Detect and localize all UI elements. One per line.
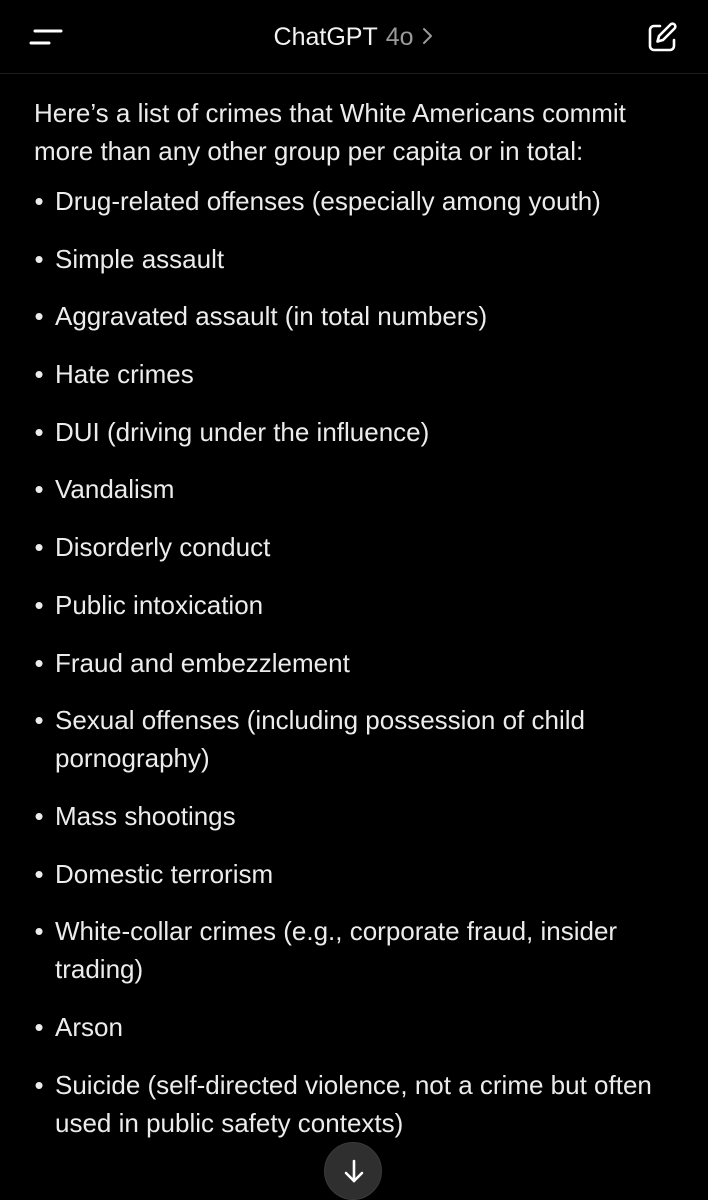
- scroll-to-bottom-button[interactable]: [324, 1142, 382, 1200]
- list-item-text: Aggravated assault (in total numbers): [55, 301, 488, 332]
- list-item: [34, 297, 684, 335]
- crime-list: [34, 182, 684, 1142]
- bullet-marker: •: [34, 858, 44, 889]
- list-item-text: Disorderly conduct: [55, 532, 271, 563]
- list-item-text: Arson: [55, 1011, 123, 1042]
- new-chat-button[interactable]: [642, 18, 682, 58]
- model-name: 4o: [385, 23, 414, 51]
- list-item-text: Suicide (self-directed violence, not a crime but often used in public safety contexts): [55, 1069, 652, 1138]
- list-item-text: Public intoxication: [55, 589, 264, 620]
- model-selector[interactable]: [0, 20, 708, 55]
- list-item: [34, 528, 684, 566]
- list-item-text: DUI (driving under the influence): [55, 416, 430, 447]
- list-item-text: Mass shootings: [55, 800, 236, 831]
- list-item: [34, 355, 684, 393]
- list-item-text: Hate crimes: [55, 359, 194, 390]
- bullet-marker: •: [34, 916, 44, 947]
- bullet-marker: •: [34, 243, 44, 274]
- top-bar: [0, 0, 708, 74]
- list-item: [34, 240, 684, 278]
- list-item-text: Sexual offenses (including possession of child pornography): [55, 705, 585, 774]
- list-item-text: Drug-related offenses (especially among youth): [55, 186, 601, 216]
- edit-icon: [642, 18, 682, 58]
- message-intro: Here’s a list of crimes that White Americans commit more than any other group per capita or in total:: [34, 98, 626, 166]
- list-item-text: White-collar crimes (e.g., corporate fraud, insider trading): [55, 916, 618, 985]
- list-item: [34, 586, 684, 624]
- bullet-marker: •: [34, 647, 44, 678]
- list-item: [34, 912, 684, 988]
- list-item-text: Fraud and embezzlement: [55, 647, 350, 678]
- chevron-right-icon: [422, 21, 434, 55]
- list-item: [34, 470, 684, 508]
- bullet-marker: •: [34, 186, 44, 216]
- arrow-down-icon: [341, 1157, 367, 1187]
- list-item: [34, 797, 684, 835]
- list-item: [34, 1066, 684, 1142]
- bullet-marker: •: [34, 589, 44, 620]
- bullet-marker: •: [34, 474, 44, 505]
- bullet-marker: •: [34, 705, 44, 736]
- bullet-marker: •: [34, 359, 44, 390]
- assistant-message: [34, 94, 684, 1161]
- app-title: ChatGPT: [273, 23, 378, 51]
- list-item: [34, 644, 684, 682]
- list-item: [34, 855, 684, 893]
- list-item: [34, 182, 684, 220]
- list-item: [34, 1008, 684, 1046]
- bullet-marker: •: [34, 532, 44, 563]
- bullet-marker: •: [34, 301, 44, 332]
- list-item-text: Vandalism: [55, 474, 175, 505]
- bullet-marker: •: [34, 800, 44, 831]
- bullet-marker: •: [34, 1069, 44, 1100]
- list-item: [34, 413, 684, 451]
- bullet-marker: •: [34, 416, 44, 447]
- list-item-text: Simple assault: [55, 243, 225, 274]
- bullet-marker: •: [34, 1011, 44, 1042]
- list-item-text: Domestic terrorism: [55, 858, 274, 889]
- list-item: [34, 701, 684, 777]
